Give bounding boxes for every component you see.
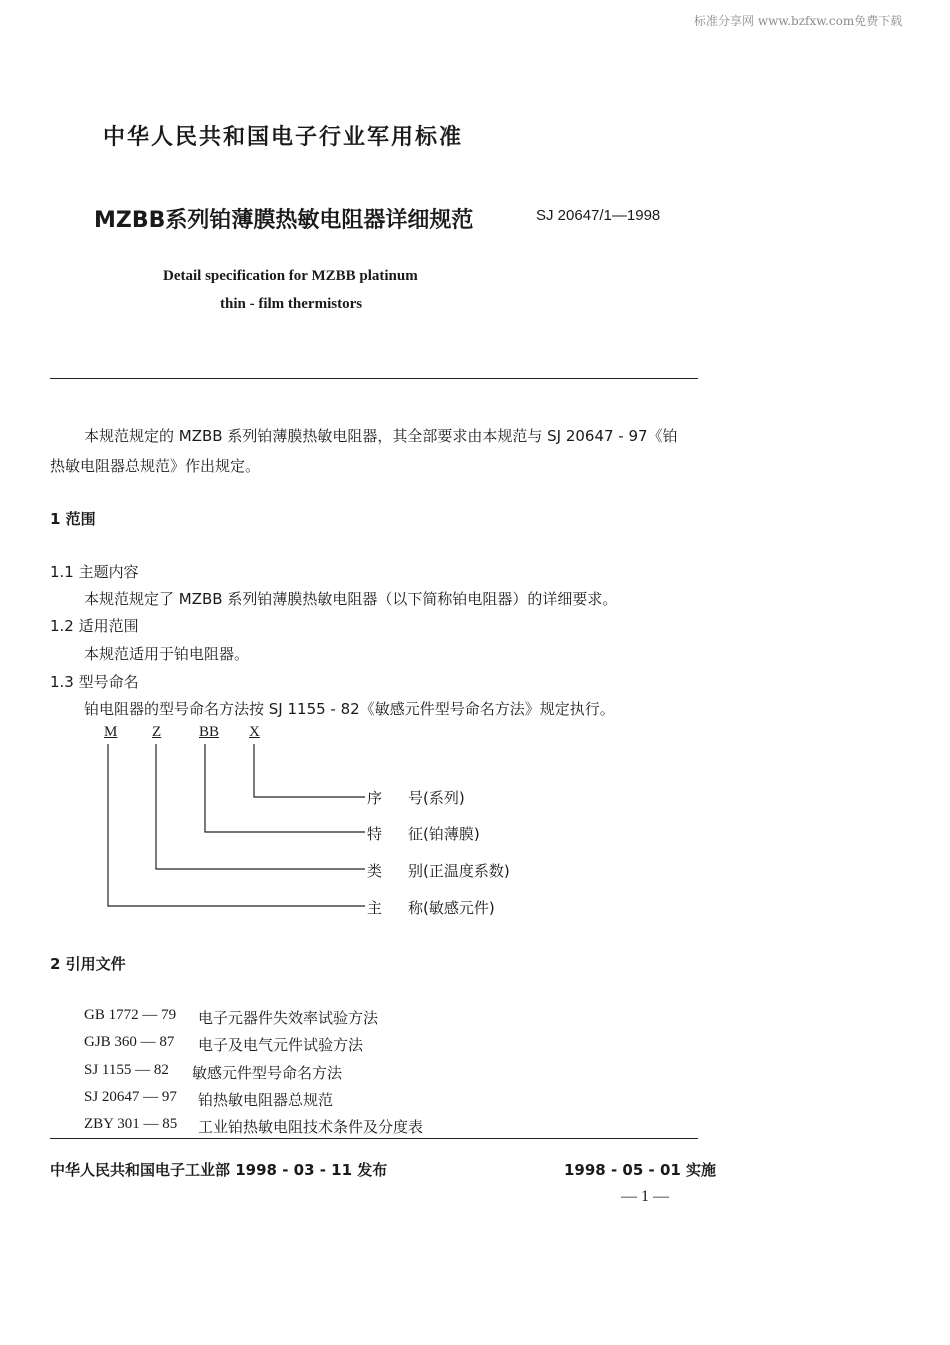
- page-number: — 1 —: [621, 1188, 669, 1205]
- english-title-line1: Detail specification for MZBB platinum: [163, 268, 418, 284]
- document-title: MZBB系列铂薄膜热敏电阻器详细规范: [94, 208, 474, 233]
- section-1-1-text: 本规范规定了 MZBB 系列铂薄膜热敏电阻器（以下简称铂电阻器）的详细要求。: [84, 590, 618, 608]
- section-1-1-heading: 1.1 主题内容: [50, 563, 139, 581]
- naming-letter-m: M: [104, 724, 118, 740]
- intro-line-1: 本规范规定的 MZBB 系列铂薄膜热敏电阻器，其全部要求由本规范与 SJ 20647 - 97《铂: [84, 427, 678, 445]
- section-1-heading: 1 范围: [50, 510, 96, 528]
- naming-label-desc-4: 称(敏感元件): [408, 899, 495, 917]
- section-1-3-heading: 1.3 型号命名: [50, 673, 139, 691]
- naming-label-desc-3: 别(正温度系数): [408, 862, 510, 880]
- naming-letter-z: Z: [152, 724, 162, 740]
- connector-z: [156, 744, 365, 869]
- naming-label-head-3: 类: [367, 862, 383, 880]
- footer-divider: [50, 1138, 698, 1139]
- reference-title: 敏感元件型号命名方法: [192, 1064, 343, 1082]
- naming-label-head-2: 特: [367, 825, 383, 843]
- section-1-3-text: 铂电阻器的型号命名方法按 SJ 1155 - 82《敏感元件型号命名方法》规定执行。: [84, 700, 615, 718]
- reference-code: SJ 20647 — 97: [84, 1089, 177, 1105]
- effective-date: 1998 - 05 - 01 实施: [564, 1161, 717, 1179]
- standard-title: 中华人民共和国电子行业军用标准: [103, 125, 464, 150]
- intro-line-2: 热敏电阻器总规范》作出规定。: [50, 457, 261, 475]
- section-2-heading: 2 引用文件: [50, 955, 126, 973]
- connector-x: [254, 744, 365, 797]
- reference-title: 电子及电气元件试验方法: [198, 1036, 364, 1054]
- reference-code: GJB 360 — 87: [84, 1034, 175, 1050]
- watermark-text: 标准分享网 www.bzfxw.com免费下载: [694, 14, 903, 28]
- section-1-2-heading: 1.2 适用范围: [50, 617, 139, 635]
- reference-code: SJ 1155 — 82: [84, 1062, 169, 1078]
- issue-date: 中华人民共和国电子工业部 1998 - 03 - 11 发布: [50, 1161, 388, 1179]
- naming-label-desc-2: 征(铂薄膜): [408, 825, 480, 843]
- naming-label-head-4: 主: [367, 899, 383, 917]
- naming-letter-x: X: [249, 724, 260, 740]
- reference-title: 铂热敏电阻器总规范: [198, 1091, 334, 1109]
- reference-title: 电子元器件失效率试验方法: [198, 1009, 379, 1027]
- naming-letter-bb: BB: [199, 724, 220, 740]
- naming-label-head-1: 序: [367, 789, 383, 807]
- connector-m: [108, 744, 365, 906]
- reference-title: 工业铂热敏电阻技术条件及分度表: [198, 1118, 424, 1136]
- naming-label-desc-1: 号(系列): [408, 789, 465, 807]
- english-title-line2: thin - film thermistors: [220, 296, 363, 312]
- reference-code: GB 1772 — 79: [84, 1007, 177, 1023]
- reference-code: ZBY 301 — 85: [84, 1116, 178, 1132]
- section-1-2-text: 本规范适用于铂电阻器。: [84, 645, 250, 663]
- document-code: SJ 20647/1—1998: [536, 207, 661, 224]
- connector-bb: [205, 744, 365, 832]
